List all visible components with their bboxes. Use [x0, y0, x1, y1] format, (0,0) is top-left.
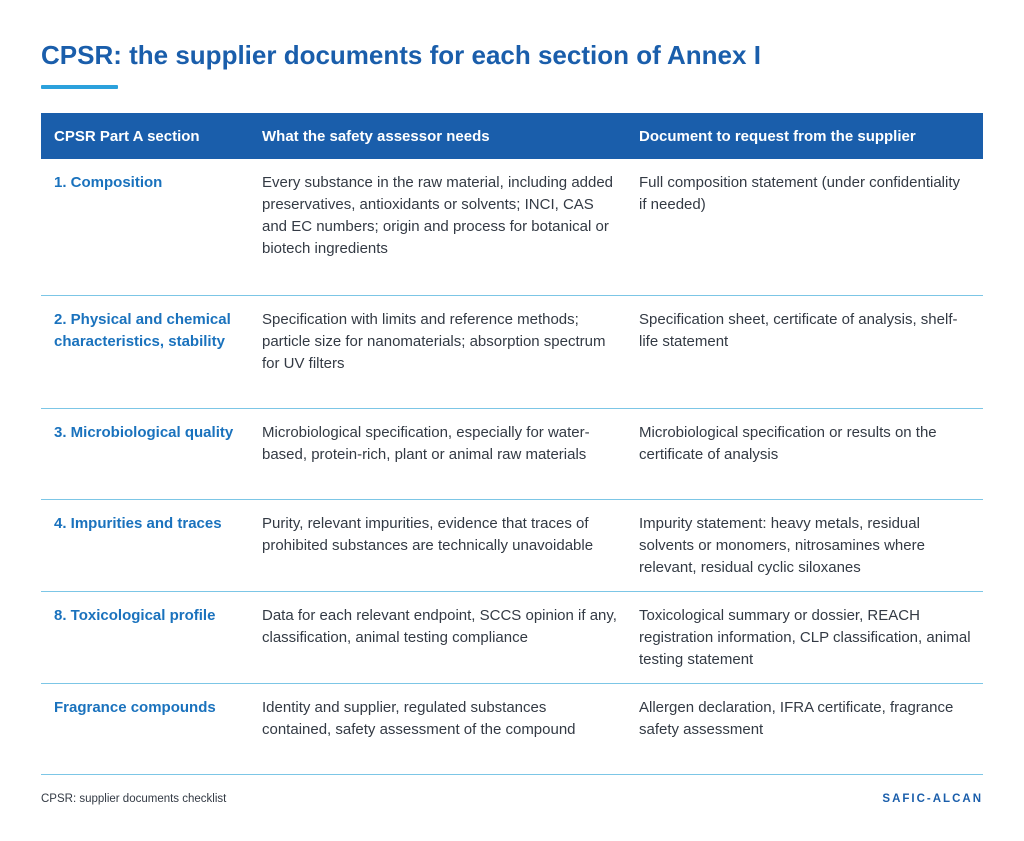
- row-document: Allergen declaration, IFRA certificate, fragrance safety assessment: [639, 699, 954, 738]
- table-row: [41, 159, 983, 296]
- header-document: Document to request from the supplier: [639, 127, 916, 145]
- brand-logo: SAFIC-ALCAN: [882, 793, 983, 805]
- row-needs: Every substance in the raw material, including added preservatives, antioxidants or solvents; INCI, CAS and EC numbers; origin and process for botanical or biotech ingredients: [262, 174, 614, 257]
- table-row: [41, 296, 983, 409]
- row-needs: Data for each relevant endpoint, SCCS opinion if any, classification, animal testing compliance: [262, 607, 617, 646]
- row-needs: Purity, relevant impurities, evidence that traces of prohibited substances are technically unavoidable: [262, 515, 594, 554]
- header-section: CPSR Part A section: [54, 127, 200, 145]
- row-document: Full composition statement (under confidentiality if needed): [639, 174, 960, 213]
- row-section: 8. Toxicological profile: [54, 607, 216, 624]
- row-document: Microbiological specification or results on the certificate of analysis: [639, 424, 937, 463]
- row-needs: Specification with limits and reference methods; particle size for nanomaterials; absorption spectrum for UV filters: [262, 311, 606, 372]
- row-section: 4. Impurities and traces: [54, 515, 222, 532]
- row-document: Toxicological summary or dossier, REACH registration information, CLP classification, animal testing statement: [639, 607, 971, 668]
- row-document: Specification sheet, certificate of analysis, shelf-life statement: [639, 311, 958, 350]
- page-title: CPSR: the supplier documents for each section of Annex I: [41, 40, 761, 70]
- table-row: [41, 500, 983, 592]
- row-needs: Microbiological specification, especially for water-based, protein-rich, plant or animal raw materials: [262, 424, 590, 463]
- title-underline: [41, 85, 118, 89]
- row-section: Fragrance compounds: [54, 699, 216, 716]
- row-section: 3. Microbiological quality: [54, 424, 234, 441]
- header-needs: What the safety assessor needs: [262, 127, 490, 145]
- footer-caption: CPSR: supplier documents checklist: [41, 793, 227, 805]
- row-document: Impurity statement: heavy metals, residual solvents or monomers, nitrosamines where relevant, residual cyclic siloxanes: [639, 515, 925, 576]
- table-header: [41, 113, 983, 159]
- row-section: 2. Physical and chemical characteristics, stability: [54, 311, 231, 350]
- documents-table: [41, 113, 983, 775]
- row-needs: Identity and supplier, regulated substances contained, safety assessment of the compound: [262, 699, 576, 738]
- table-row: [41, 409, 983, 500]
- row-section: 1. Composition: [54, 174, 163, 191]
- table-row: [41, 684, 983, 775]
- table-row: [41, 592, 983, 684]
